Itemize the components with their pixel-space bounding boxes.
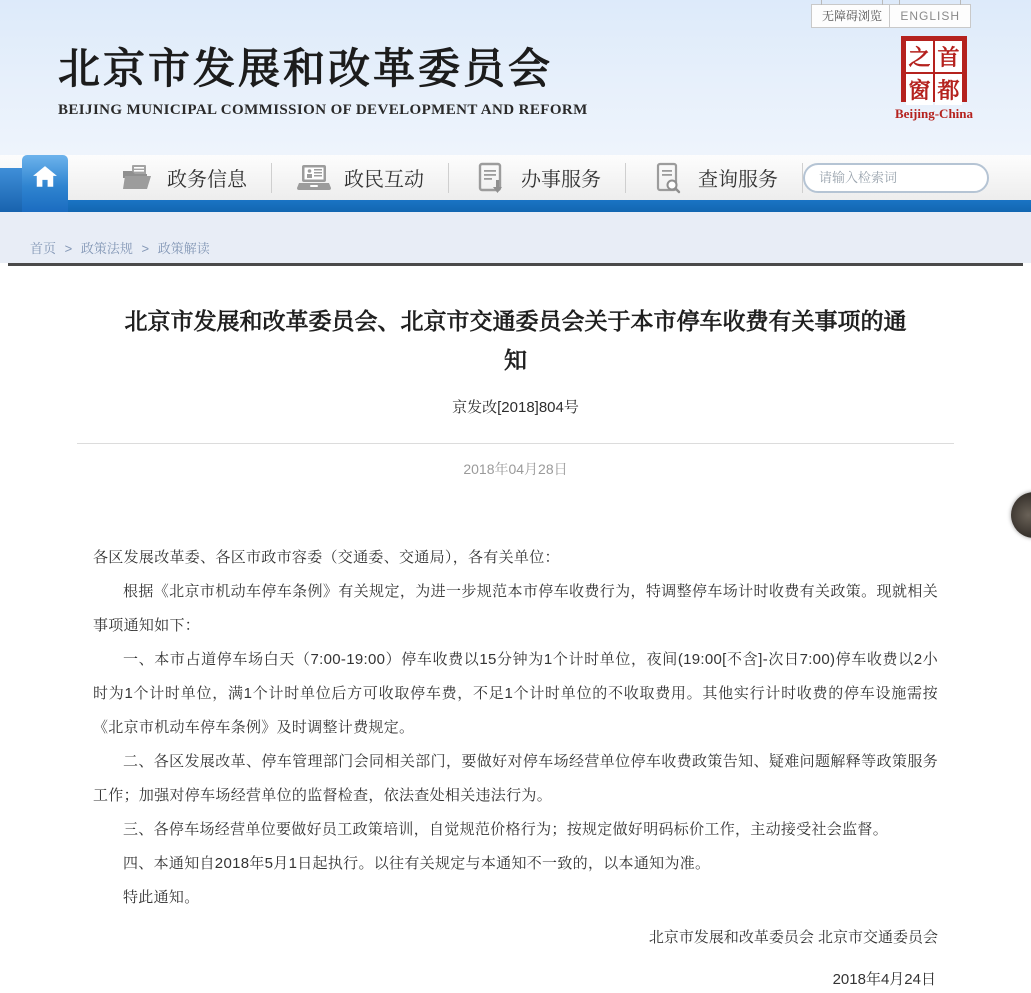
document-title: 北京市发展和改革委员会、北京市交通委员会关于本市停车收费有关事项的通知 [124,308,907,374]
logo-char: 首 [935,41,962,72]
signature-date: 2018年4月24日 [832,971,936,989]
logo-char: 之 [906,41,933,72]
body-paragraph: 根据《北京市机动车停车条例》有关规定，为进一步规范本市停车收费行为，特调整停车场计时收费有关政策。现就相关事项通知如下： [93,583,938,635]
doc-search-icon [650,162,686,194]
nav-item-query-services[interactable] [626,163,803,193]
nav-item-label: 政民互动 [344,169,424,191]
body-paragraph: 特此通知。 [123,889,200,907]
body-paragraph: 一、本市占道停车场白天（7:00-19:00）停车收费以15分钟为1个计时单位，夜间(19:00[不含]-次日7:00)停车收费以2小时为1个计时单位，满1个计时单位后方可收取停车费，不足1个计时单位的不收取费用。其他实行计时收费的停车设施需按《北京市机动车停车条例》及时调整计费规定。 [93,651,938,737]
body-paragraph: 三、各停车场经营单位要做好员工政策培训，自觉规范价格行为；按规定做好明码标价工作，主动接受社会监督。 [123,821,889,839]
logo-char: 都 [935,74,962,105]
site-header [0,0,1031,155]
nav-item-label: 办事服务 [521,169,601,191]
nav-home-tab[interactable] [22,155,68,212]
breadcrumb-home-link[interactable]: 首页 [30,241,57,256]
publish-date: 2018年04月28日 [463,461,568,478]
main-navbar [0,155,1031,212]
nav-item-services[interactable] [449,163,626,193]
document-body [93,541,938,915]
breadcrumb-bar [0,212,1031,263]
english-button[interactable]: ENGLISH [889,4,971,28]
signature-line: 北京市发展和改革委员会 北京市交通委员会 [648,929,938,947]
capital-window-seal-icon [901,36,967,102]
breadcrumb [30,238,210,257]
document-number: 京发改[2018]804号 [452,399,579,417]
body-paragraph: 四、本通知自2018年5月1日起执行。以往有关规定与本通知不一致的，以本通知为准。 [123,855,711,873]
nav-bottom-strip [0,200,1031,212]
site-search [803,163,989,193]
site-title: 北京市发展和改革委员会 [58,45,554,92]
site-subtitle: BEIJING MUNICIPAL COMMISSION OF DEVELOPMENT AND REFORM [58,102,588,118]
nav-items [95,155,1031,200]
nav-item-label: 查询服务 [698,169,778,191]
laptop-icon [296,162,332,194]
salutation-paragraph: 各区发展改革委、各区市政市容委（交通委、交通局），各有关单位： [93,549,560,567]
breadcrumb-interpretation-link[interactable]: 政策解读 [157,241,210,256]
nav-item-government-info[interactable] [95,163,272,193]
body-paragraph: 二、各区发展改革、停车管理部门会同相关部门，要做好对停车场经营单位停车收费政策告知、疑难问题解释等政策服务工作；加强对停车场经营单位的监督检查，依法查处相关违法行为。 [93,753,938,805]
breadcrumb-separator: > [64,241,73,256]
breadcrumb-policy-link[interactable]: 政策法规 [80,241,133,256]
nav-left-stub [0,168,22,212]
nav-item-public-interaction[interactable] [272,163,449,193]
capital-window-logo[interactable] [895,36,973,122]
article-card [8,263,1023,993]
title-divider [77,443,954,444]
logo-caption: Beijing-China [895,106,974,121]
logo-char: 窗 [906,74,933,105]
site-brand [58,36,588,119]
search-input[interactable] [805,170,989,185]
folder-icon [119,162,155,194]
clipboard-icon [473,162,509,194]
nav-item-label: 政务信息 [167,169,247,191]
breadcrumb-separator: > [141,241,150,256]
accessibility-button[interactable]: 无障碍浏览 [811,4,893,28]
